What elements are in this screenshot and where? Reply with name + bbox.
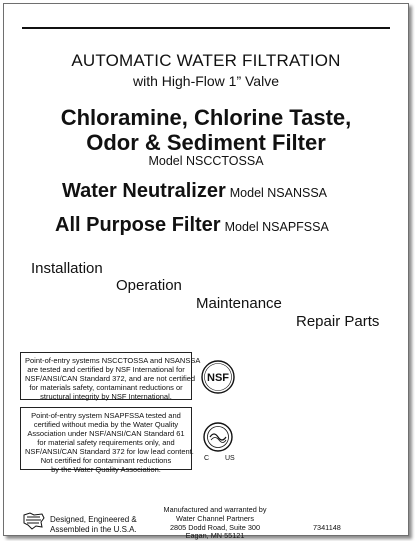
cert1-line: are tested and certified by NSF International for (27, 365, 185, 374)
designed-line2: Assembled in the U.S.A. (50, 524, 137, 534)
step-installation: Installation (31, 260, 103, 277)
cert1-line: NSF/ANSI/CAN Standard 372, and are not certified (25, 374, 196, 383)
chloramine-model: Model NSCCTOSSA (148, 154, 264, 168)
chloramine-heading-line1: Chloramine, Chlorine Taste, (60, 105, 352, 130)
allpurpose-model: Model NSAPFSSA (224, 220, 329, 234)
manufacturer-block (162, 506, 268, 541)
manual-cover-page (3, 3, 409, 541)
wqa-logo-us: US (225, 455, 235, 462)
neutralizer-name: Water Neutralizer (62, 180, 226, 202)
cert2-line: Not certified for contaminant reductions (40, 456, 172, 465)
cert1-line: structural integrity by NSF International. (40, 392, 172, 401)
cert1-line: for materials safety, contaminant reductions or (29, 383, 183, 392)
designed-line1: Designed, Engineered & (50, 515, 137, 524)
wqa-cert-note (20, 407, 194, 474)
neutralizer-model: Model NSANSSA (229, 186, 328, 200)
designed-in-usa-text (50, 515, 137, 534)
wqa-gold-seal-icon (198, 420, 240, 462)
cert2-line: Point-of-entry system NSAPFSSA tested and (31, 411, 181, 420)
chloramine-filter-heading (4, 105, 408, 155)
step-operation: Operation (116, 277, 182, 294)
cert2-line: certified without media by the Water Quality (33, 420, 179, 429)
wqa-logo-c: C (204, 455, 210, 462)
step-maintenance: Maintenance (196, 295, 282, 312)
neutralizer-heading (62, 180, 327, 203)
usa-flag-map-icon (22, 511, 46, 531)
mfg-line2: Water Channel Partners (175, 513, 254, 523)
cert1-line: Point-of-entry systems NSCCTOSSA and NSANSSA (25, 356, 201, 365)
nsf-cert-note (20, 352, 201, 401)
top-rule (22, 27, 390, 29)
allpurpose-heading (55, 214, 329, 237)
cert2-line: NSF/ANSI/CAN Standard 372 for low lead content. (25, 447, 194, 456)
part-number: 7341148 (313, 523, 341, 532)
nsf-logo-text: NSF (207, 372, 229, 384)
mfg-line4: Eagan, MN 55121 (185, 531, 245, 541)
mfg-line3: 2805 Dodd Road, Suite 300 (169, 522, 261, 532)
chloramine-heading-line2: Odor & Sediment Filter (86, 130, 326, 155)
step-repair-parts: Repair Parts (296, 313, 380, 330)
nsf-logo-icon (201, 360, 235, 394)
allpurpose-name: All Purpose Filter (55, 214, 221, 236)
document-subtitle: with High-Flow 1” Valve (132, 73, 279, 89)
cert2-line: by the Water Quality Association. (51, 465, 161, 474)
cert2-line: Association under NSF/ANSI/CAN Standard 61 (27, 429, 185, 438)
mfg-line1: Manufactured and warranted by (163, 505, 267, 514)
document-title: AUTOMATIC WATER FILTRATION (71, 51, 341, 70)
cert2-line: for material safety requirements only, and (37, 438, 175, 447)
